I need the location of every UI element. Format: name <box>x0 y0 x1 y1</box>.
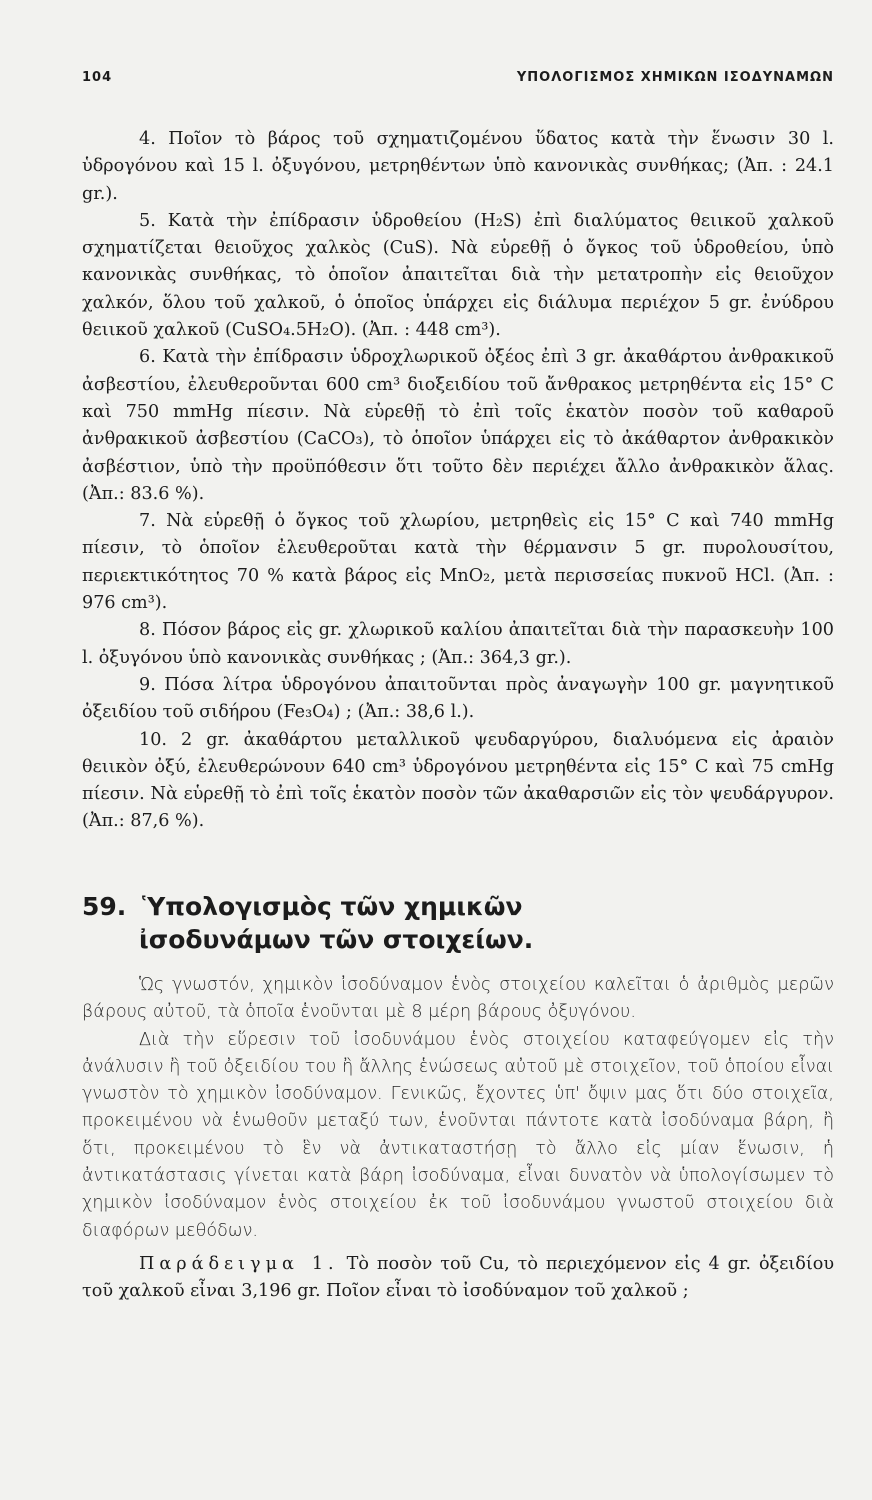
section-59 <box>82 890 834 1306</box>
definition-paragraph: Ὡς γνωστόν, χημικὸν ἰσοδύναμον ἑνὸς στοιχείου καλεῖται ὁ ἀριθμὸς μερῶν βάρους αὐτοῦ, τὰ ὁποῖα ἑνοῦνται μὲ 8 μέρη βάρους ὀξυγόνου. <box>82 975 834 1023</box>
exercise-4: 4. Ποῖον τὸ βάρος τοῦ σχηματιζομένου ὕδατος κατὰ τὴν ἕνωσιν 30 l. ὑδρογόνου καὶ 15 l. ὀξυγόνου, μετρηθέντων ὑπὸ κανονικὰς συνθήκας; (Ἀπ. : 24.1 gr.). <box>82 129 834 204</box>
exercise-9: 9. Πόσα λίτρα ὑδρογόνου ἀπαιτοῦνται πρὸς ἀναγωγὴν 100 gr. μαγνητικοῦ ὀξειδίου τοῦ σιδήρου (Fe₃O₄) ; (Ἀπ.: 38,6 l.). <box>82 674 834 723</box>
exercise-7: 7. Νὰ εὑρεθῇ ὁ ὄγκος τοῦ χλωρίου, μετρηθεὶς εἰς 15° C καὶ 740 mmHg πίεσιν, τὸ ὁποῖον ἐλευθεροῦται κατὰ τὴν θέρμανσιν 5 gr. πυρολουσίτου, περιεκτικότητος 70 % κατὰ βάρος εἰς MnO₂, μετὰ περισσείας πυκνοῦ HCl. (Ἀπ. : 976 cm³). <box>82 511 834 614</box>
example-text: Τὸ ποσὸν τοῦ Cu, τὸ περιεχόμενον εἰς 4 gr. ὀξειδίου τοῦ χαλκοῦ εἶναι 3,196 gr. Ποῖον εἶναι τὸ ἰσοδύναμον τοῦ χαλκοῦ ; <box>82 1253 835 1302</box>
example-paragraph <box>82 1251 834 1306</box>
example-1 <box>82 1251 834 1306</box>
method-paragraph: Διὰ τὴν εὕρεσιν τοῦ ἰσοδυνάμου ἑνὸς στοιχείου καταφεύγομεν εἰς τὴν ἀνάλυσιν ἢ τοῦ ὀξειδίου του ἢ ἄλλης ἑνώσεως αὐτοῦ μὲ στοιχεῖον, τοῦ ὁποίου εἶναι γνωστὸν τὸ χημικὸν ἰσοδύναμον. Γενικῶς, ἔχοντες ὑπ' ὄψιν μας ὅτι δύο στοιχεῖα, προκειμένου νὰ ἑνωθοῦν μεταξύ των, ἑνοῦνται πάντοτε κατὰ ἰσοδύναμα βάρη, ἢ ὅτι, προκειμένου τὸ ἓν νὰ ἀντικαταστήσῃ τὸ ἄλλο εἰς μίαν ἕνωσιν, ἡ ἀντικατάστασις γίνεται κατὰ βάρη ἰσοδύναμα, εἶναι δυνατὸν νὰ ὑπολογίσωμεν τὸ χημικὸν ἰσοδύναμον ἑνὸς στοιχείου ἐκ τοῦ ἰσοδυνάμου γνωστοῦ στοιχείου διὰ διαφόρων μεθόδων. <box>82 1029 834 1241</box>
exercise-10: 10. 2 gr. ἀκαθάρτου μεταλλικοῦ ψευδαργύρου, διαλυόμενα εἰς ἀραιὸν θειικὸν ὀξύ, ἐλευθερώνουν 640 cm³ ὑδρογόνου μετρηθέντα εἰς 15° C καὶ 75 cmHg πίεσιν. Νὰ εὑρεθῇ τὸ ἐπὶ τοῖς ἑκατὸν ποσὸν τῶν ἀκαθαρσιῶν εἰς τὸν ψευδάργυρον. (Ἀπ.: 87,6 %). <box>82 729 834 832</box>
example-label: Παράδειγμα 1. <box>139 1253 339 1274</box>
exercise-5: 5. Κατὰ τὴν ἐπίδρασιν ὑδροθείου (H₂S) ἐπὶ διαλύματος θειικοῦ χαλκοῦ σχηματίζεται θειοῦχος χαλκὸς (CuS). Νὰ εὑρεθῇ ὁ ὄγκος τοῦ ὑδροθείου, ὑπὸ κανονικὰς συνθήκας, τὸ ὁποῖον ἀπαιτεῖται διὰ τὴν μετατροπὴν εἰς θειοῦχον χαλκόν, ὅλου τοῦ χαλκοῦ, ὁ ὁποῖος ὑπάρχει εἰς διάλυμα περιέχον 5 gr. ἐνύδρου θειικοῦ χαλκοῦ (CuSO₄.5H₂O). (Ἀπ. : 448 cm³). <box>82 210 834 341</box>
exercise-8: 8. Πόσον βάρος εἰς gr. χλωρικοῦ καλίου ἀπαιτεῖται διὰ τὴν παρασκευὴν 100 l. ὀξυγόνου ὑπὸ κανονικὰς συνθήκας ; (Ἀπ.: 364,3 gr.). <box>82 620 834 668</box>
section-title-line-1: Ὑπολογισμὸς τῶν χημικῶν <box>142 892 523 921</box>
running-title: ΥΠΟΛΟΓΙΣΜΟΣ ΧΗΜΙΚΩΝ ΙΣΟΔΥΝΑΜΩΝ <box>516 70 834 85</box>
section-heading <box>82 890 834 956</box>
section-body <box>82 972 834 1245</box>
exercise-6: 6. Κατὰ τὴν ἐπίδρασιν ὑδροχλωρικοῦ ὀξέος ἐπὶ 3 gr. ἀκαθάρτου ἀνθρακικοῦ ἀσβεστίου, ἐλευθεροῦνται 600 cm³ διοξειδίου τοῦ ἄνθρακος μετρηθέντα εἰς 15° C καὶ 750 mmHg πίεσιν. Νὰ εὑρεθῇ τὸ ἐπὶ τοῖς ἑκατὸν ποσὸν τοῦ καθαροῦ ἀνθρακικοῦ ἀσβεστίου (CaCO₃), τὸ ὁποῖον ὑπάρχει εἰς τὸ ἀκάθαρτον ἀνθρακικὸν ἀσβέστιον, ὑπὸ τὴν προϋπόθεσιν ὅτι τοῦτο δὲν περιέχει ἄλλο ἀνθρακικὸν ἅλας. (Ἀπ.: 83.6 %). <box>82 347 834 504</box>
page-number: 104 <box>82 70 113 85</box>
section-title-line-2: ἰσοδυνάμων τῶν στοιχείων. <box>139 925 534 954</box>
section-number: 59. <box>82 892 127 921</box>
exercise-list <box>82 126 834 836</box>
page-header <box>82 70 834 94</box>
